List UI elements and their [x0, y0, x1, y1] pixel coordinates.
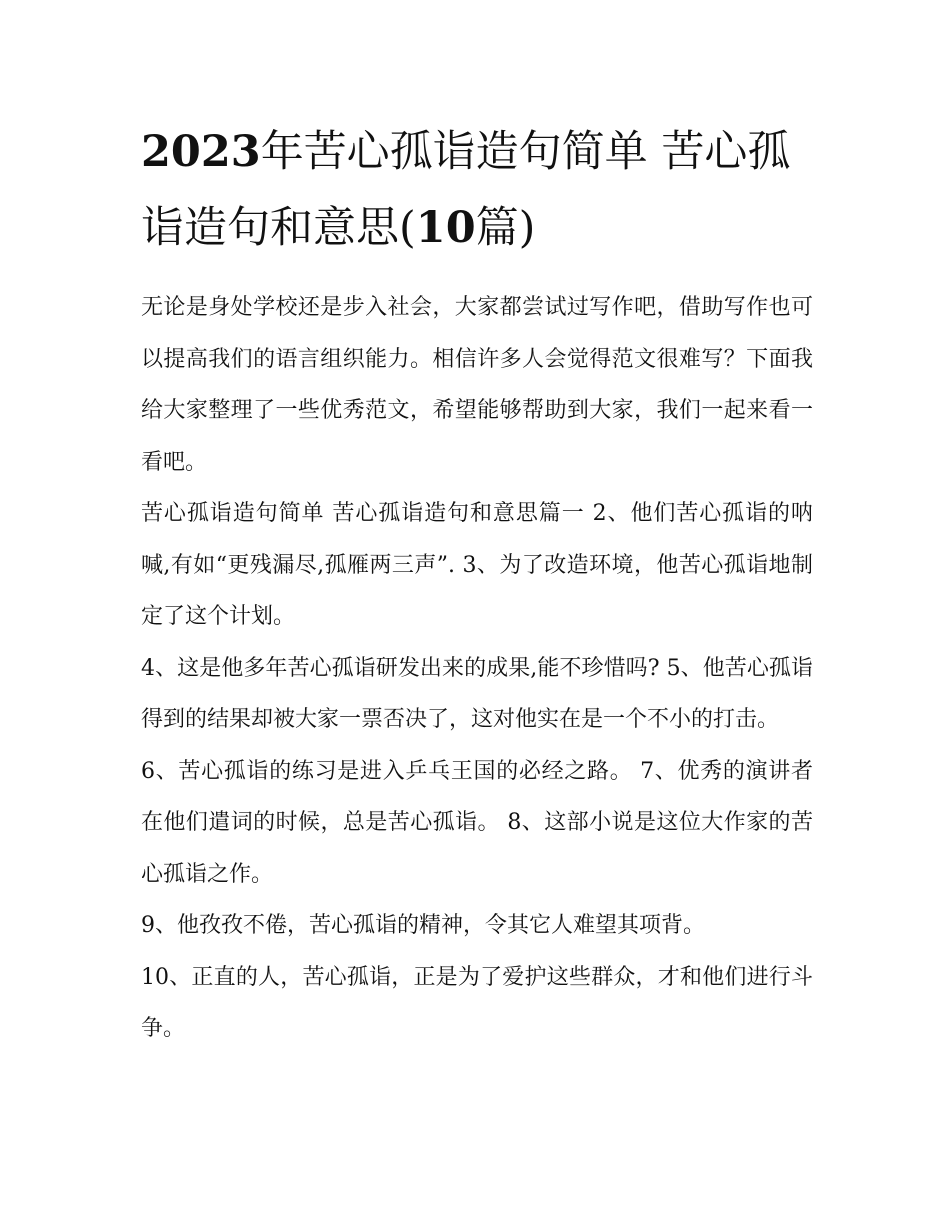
body-paragraph: 9、他孜孜不倦，苦心孤诣的精神，令其它人难望其项背。	[141, 913, 705, 938]
body-paragraph: 6、苦心孤诣的练习是进入乒乓王国的必经之路。 7、优秀的演讲者在他们遣词的时候，总是苦心孤诣。 8、这部小说是这位大作家的苦心孤诣之作。	[141, 758, 813, 887]
intro-paragraph: 无论是身处学校还是步入社会，大家都尝试过写作吧，借助写作也可以提高我们的语言组织能力。相信许多人会觉得范文很难写？下面我给大家整理了一些优秀范文，希望能够帮助到大家，我们一起来看一看吧。	[141, 295, 813, 475]
title-count: 10	[415, 203, 476, 253]
title-year: 2023	[141, 127, 261, 177]
body-paragraph: 4、这是他多年苦心孤诣研发出来的成果,能不珍惜吗? 5、他苦心孤诣得到的结果却被大家一票否决了，这对他实在是一个不小的打击。	[141, 655, 813, 732]
title-tail: 篇)	[475, 203, 536, 253]
body-paragraph: 苦心孤诣造句简单 苦心孤诣造句和意思篇一 2、他们苦心孤诣的呐喊,有如“更残漏尽,孤雁两三声”. 3、为了改造环境，他苦心孤诣地制定了这个计划。	[141, 501, 813, 629]
document-title	[141, 114, 813, 266]
body-paragraph: 10、正直的人，苦心孤诣，正是为了爱护这些群众，才和他们进行斗争。	[141, 964, 813, 1041]
title-main: 年苦心孤诣造句简单 苦心孤诣造句和意思(	[141, 127, 791, 253]
document-content	[141, 114, 813, 1055]
